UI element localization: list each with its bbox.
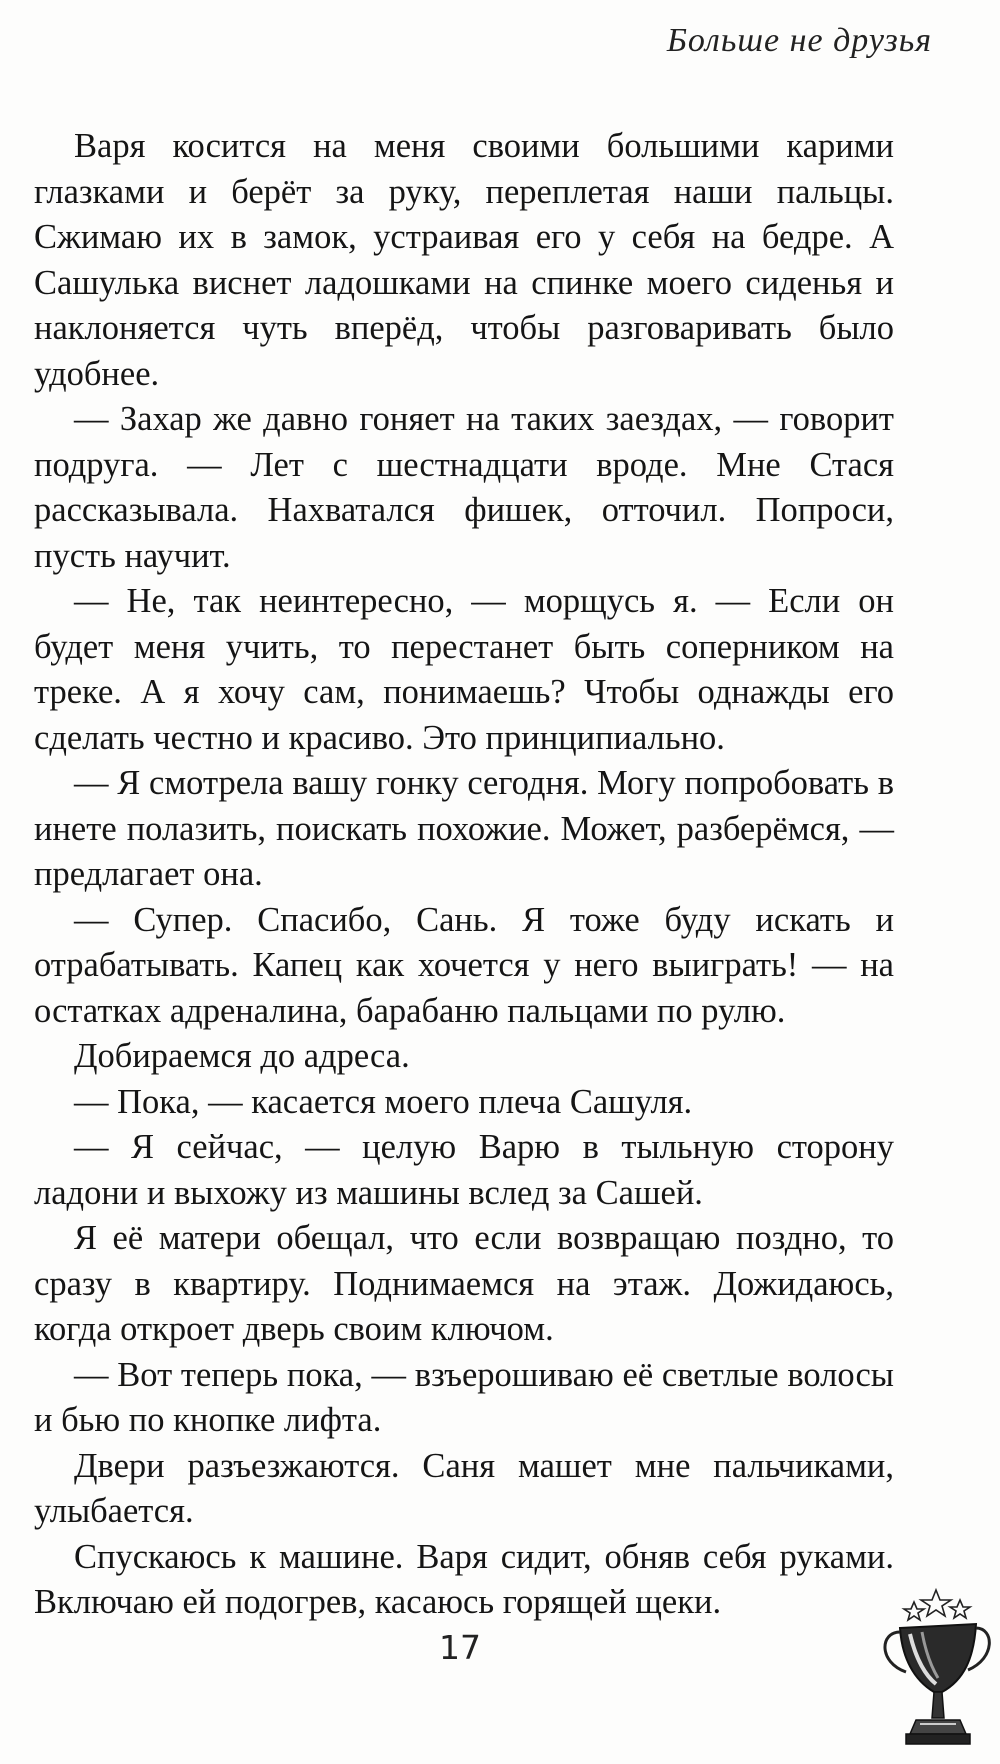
trophy-cup-with-stars-icon bbox=[876, 1588, 996, 1758]
page-number: 17 bbox=[439, 1628, 481, 1667]
paragraph: — Супер. Спасибо, Сань. Я тоже буду искать и отрабатывать. Капец как хочется у него выиграть! — на остатках адреналина, барабаню пальцами по рулю. bbox=[34, 900, 894, 1030]
paragraph: — Я смотрела вашу гонку сегодня. Могу попробовать в инете полазить, поискать похожие. Может, разберёмся, — предлагает она. bbox=[34, 764, 894, 893]
paragraph: Я её матери обещал, что если возвращаю поздно, то сразу в квартиру. Поднимаемся на этаж. Дожидаюсь, когда откроет дверь своим ключом. bbox=[34, 1219, 894, 1348]
paragraph: Двери разъезжаются. Саня машет мне пальчиками, улыбается. bbox=[34, 1446, 894, 1530]
paragraph: — Я сейчас, — целую Варю в тыльную сторону ладони и выхожу из машины вслед за Сашей. bbox=[34, 1128, 894, 1212]
paragraph: — Захар же давно гоняет на таких заездах, — говорит подруга. — Лет с шестнадцати вроде. Мне Стася рассказывала. Нахватался фишек, отточил. Попроси, пусть научит. bbox=[34, 400, 894, 575]
body-text bbox=[34, 124, 894, 1626]
running-head-title: Больше не друзья bbox=[666, 22, 932, 59]
paragraph: — Не, так неинтересно, — морщусь я. — Если он будет меня учить, то перестанет быть соперником на треке. А я хочу сам, понимаешь? Чтобы однажды его сделать честно и красиво. Это принципиально. bbox=[34, 582, 894, 757]
paragraph: — Вот теперь пока, — взъерошиваю её светлые волосы и бью по кнопке лифта. bbox=[34, 1355, 894, 1439]
paragraph: Варя косится на меня своими большими карими глазками и берёт за руку, переплетая наши пальцы. Сжимаю их в замок, устраивая его у себя на бедре. А Сашулька виснет ладошками на спинке моего сиденья и наклоняется чуть вперёд, чтобы разговаривать было удобнее. bbox=[34, 127, 894, 393]
paragraph: Спускаюсь к машине. Варя сидит, обняв себя руками. Включаю ей подогрев, касаюсь горящей щеки. bbox=[34, 1537, 894, 1621]
paragraph: Добираемся до адреса. bbox=[74, 1037, 410, 1075]
paragraph: — Пока, — касается моего плеча Сашуля. bbox=[74, 1082, 693, 1121]
